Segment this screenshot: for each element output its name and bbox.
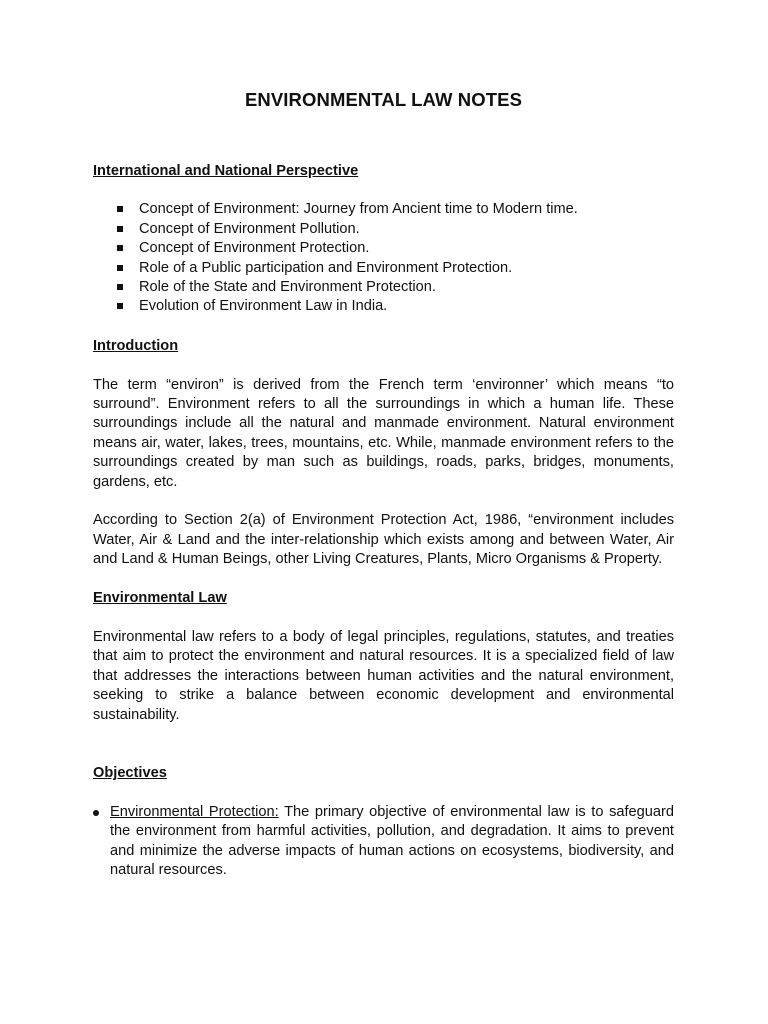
environmental-law-paragraph: Environmental law refers to a body of legal principles, regulations, statutes, and treaties that aim to protect the environment and natural resources. It is a specialized field of law that addresses the interactions between human activities and the natural environment, seeking to strike a balance between economic development and environmental sustainability.	[93, 628, 674, 723]
document-page	[93, 88, 674, 880]
list-item	[93, 803, 674, 881]
introduction-heading: Introduction	[93, 337, 179, 354]
list-item-text: Concept of Environment: Journey from Ancient time to Modern time.	[139, 201, 578, 218]
square-bullet-icon	[117, 245, 123, 251]
list-item-text: Role of the State and Environment Protection.	[139, 279, 436, 296]
list-item	[93, 200, 674, 219]
list-item-text: Role of a Public participation and Environment Protection.	[139, 259, 513, 276]
square-bullet-icon	[117, 303, 123, 309]
list-item	[93, 220, 674, 239]
square-bullet-icon	[117, 265, 123, 271]
list-item-text: Evolution of Environment Law in India.	[139, 298, 388, 315]
square-bullet-icon	[117, 206, 123, 212]
objective-text: The primary objective of environmental law is to safeguard the environment from harmful activities, pollution, and degradation. It aims to prevent and minimize the adverse impacts of human actions on ecosystems, biodiversity, and natural resources.	[110, 803, 674, 878]
list-item	[93, 297, 674, 316]
list-item-text: Concept of Environment Protection.	[139, 240, 370, 257]
list-item-text: Concept of Environment Pollution.	[139, 220, 360, 237]
introduction-paragraph-1: The term “environ” is derived from the French term ‘environner’ which means “to surround”. Environment refers to all the surroundings in which a human life. These surroundings include all the natural and manmade environment. Natural environment means air, water, lakes, trees, mountains, etc. While, manmade environment refers to the surroundings created by man such as buildings, roads, parks, bridges, monuments, gardens, etc.	[93, 376, 674, 490]
square-bullet-icon	[117, 284, 123, 290]
square-bullet-icon	[117, 226, 123, 232]
environmental-law-heading: Environmental Law	[93, 590, 227, 607]
list-item	[93, 239, 674, 258]
list-item	[93, 259, 674, 278]
objective-term: Environmental Protection:	[110, 803, 279, 820]
perspective-heading: International and National Perspective	[93, 163, 359, 179]
introduction-paragraph-2: According to Section 2(a) of Environment Protection Act, 1986, “environment includes Water, Air & Land and the inter-relationship which exists among and between Water, Air and Land & Human Beings, other Living Creatures, Plants, Micro Organisms & Property.	[93, 512, 674, 568]
objectives-heading: Objectives	[93, 764, 167, 781]
objectives-list	[93, 803, 674, 881]
perspective-list	[93, 200, 674, 316]
round-bullet-icon	[93, 810, 99, 816]
document-title: ENVIRONMENTAL LAW NOTES	[244, 89, 523, 110]
list-item	[93, 278, 674, 297]
